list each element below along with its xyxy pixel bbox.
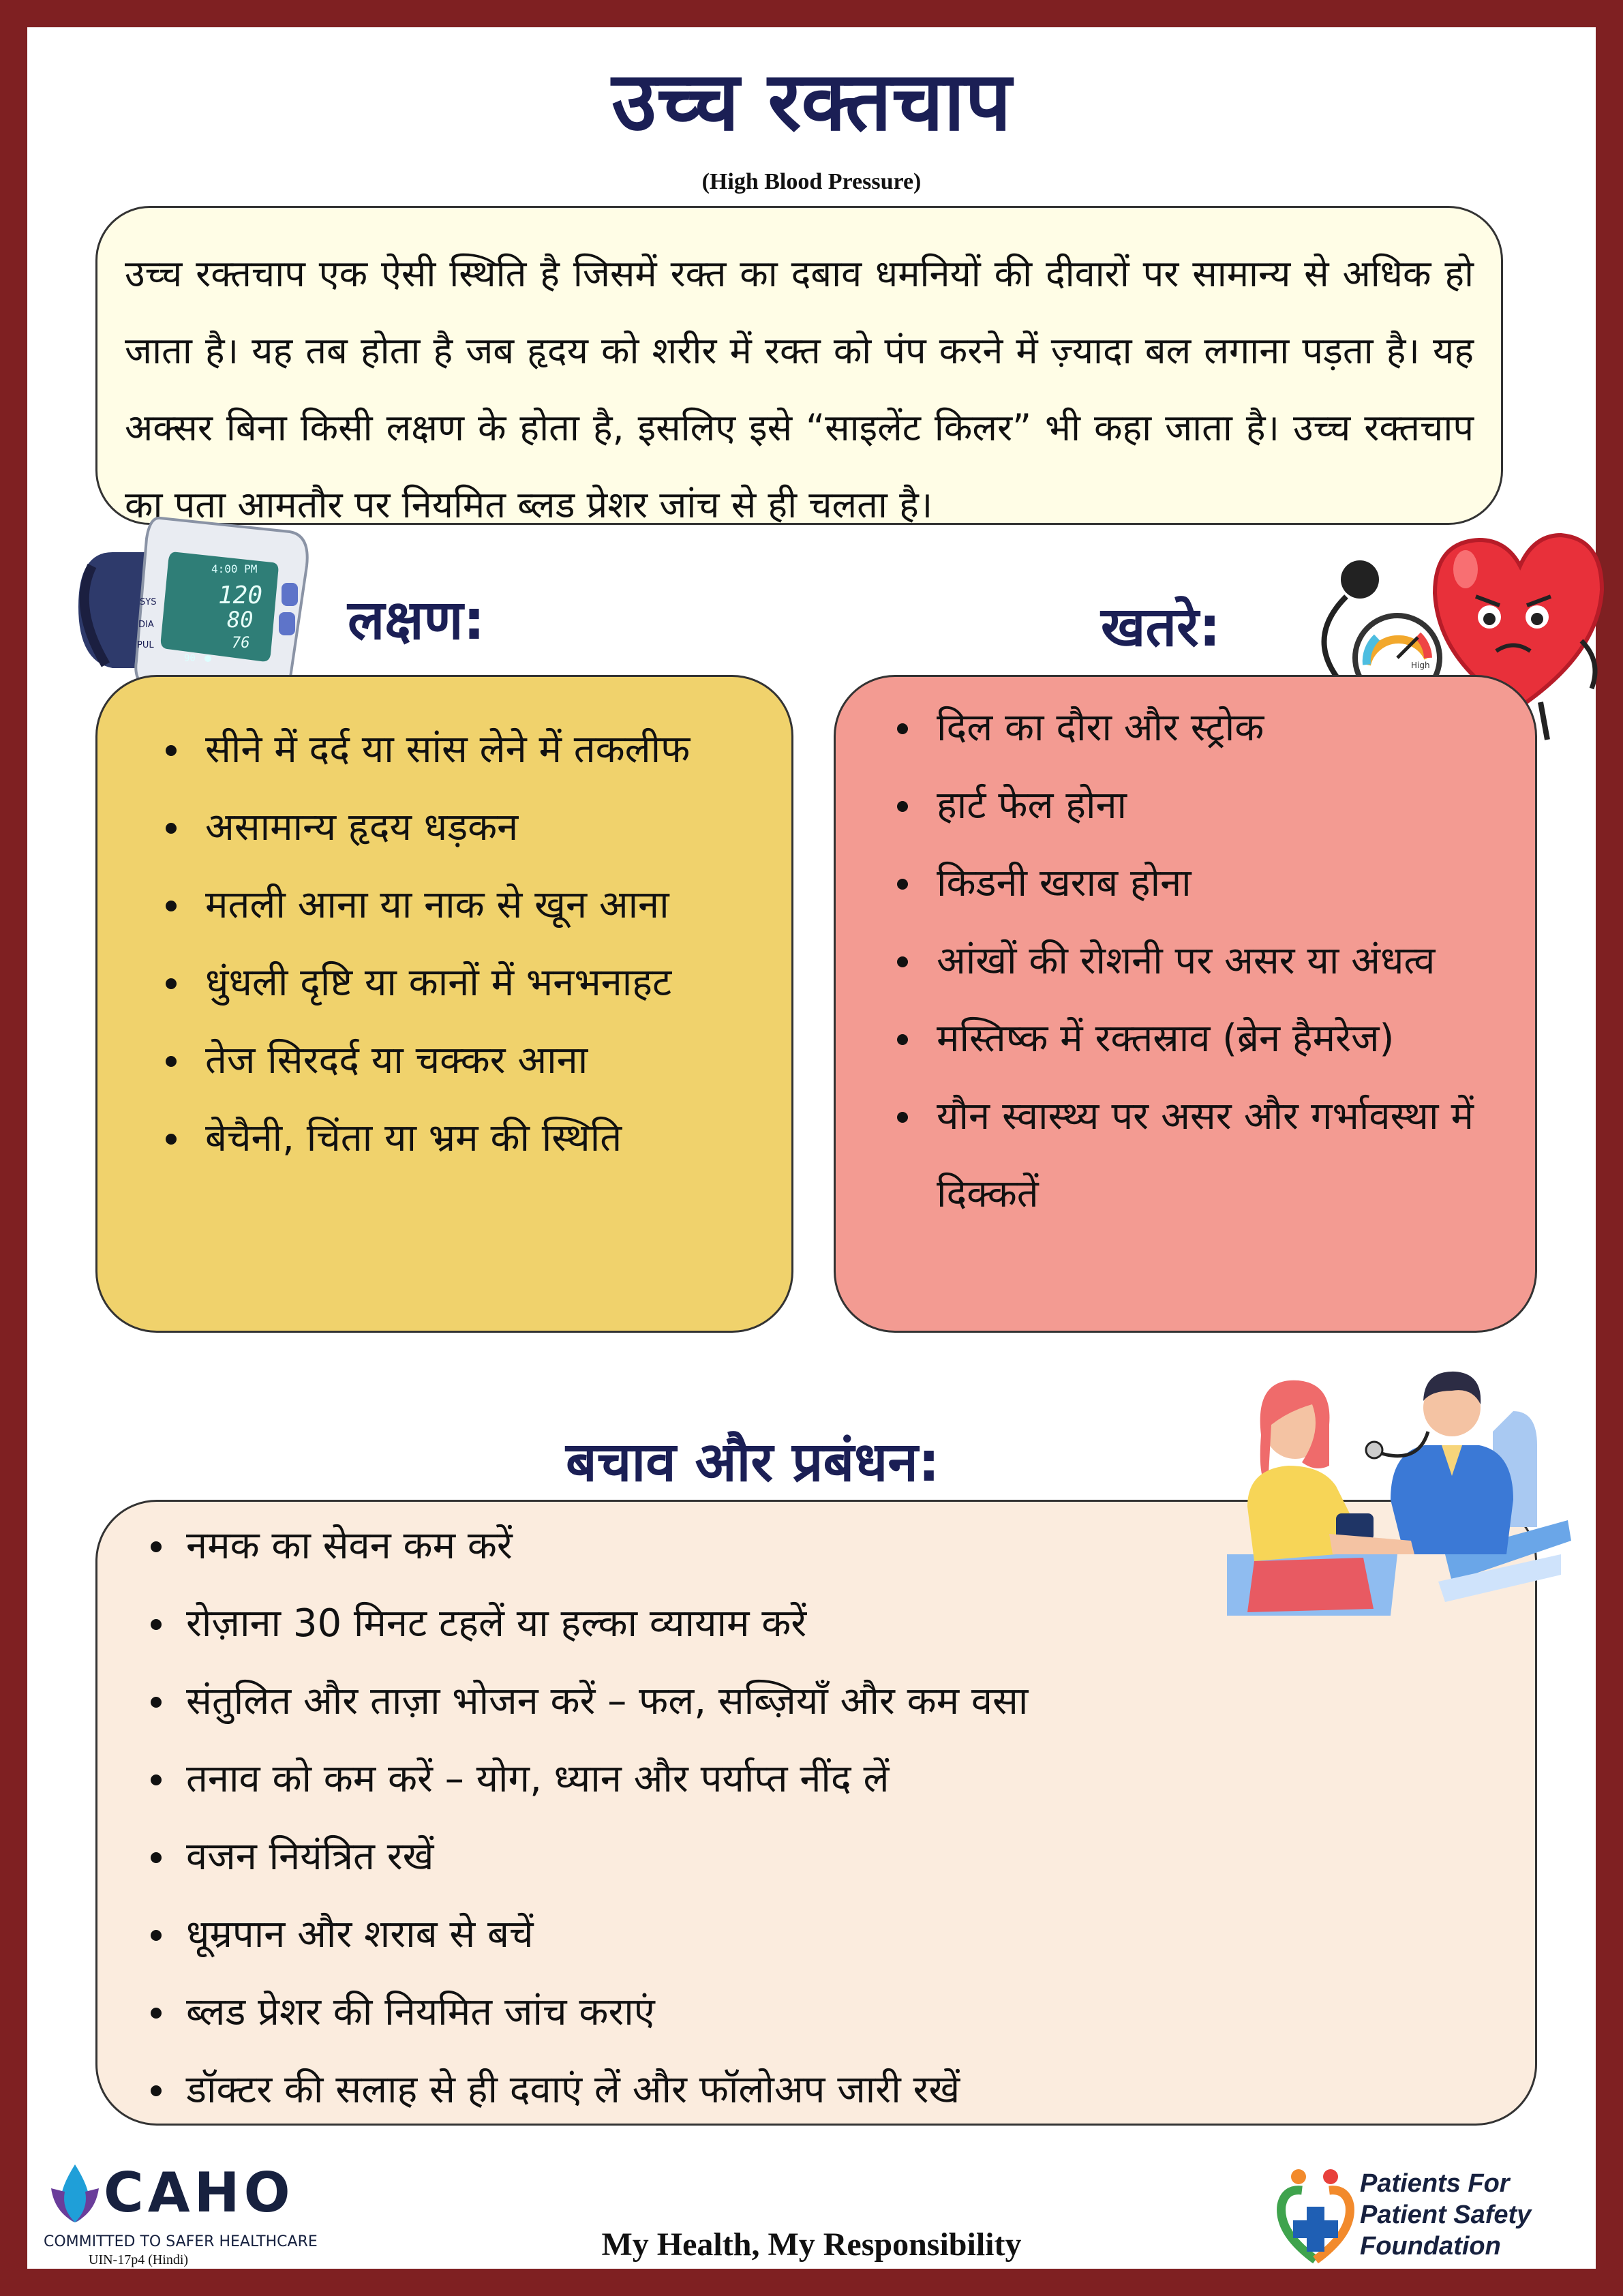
list-item: वजन नियंत्रित रखें [151,1818,1494,1896]
list-item: दिल का दौरा और स्ट्रोक [897,689,1474,767]
psf-logo [1275,2161,1581,2267]
poster-page [27,27,1596,2269]
footer-slogan: My Health, My Responsibility [601,2226,1022,2263]
list-item: तेज सिरदर्द या चक्कर आना [166,1022,737,1100]
list-item: हार्ट फेल होना [897,767,1474,845]
list-item: बेचैनी, चिंता या भ्रम की स्थिति [166,1100,737,1177]
list-item: धुंधली दृष्टि या कानों में भनभनाहट [166,944,737,1022]
monitor-button-up [282,583,298,606]
monitor-dia: 80 [227,607,254,633]
list-item: यौन स्वास्थ्य पर असर और गर्भावस्था में दिक्कतें [897,1078,1474,1233]
list-item: मतली आना या नाक से खून आना [166,866,737,944]
list-item: तनाव को कम करें – योग, ध्यान और पर्याप्त नींद लें [151,1740,1494,1818]
page-subtitle: (High Blood Pressure) [701,169,922,194]
monitor-dia-label: DIA [138,620,154,630]
psf-heart-cross-icon [1275,2164,1356,2267]
list-item: रोज़ाना 30 मिनट टहलें या हल्का व्यायाम करें [151,1585,1494,1663]
doctor-patient-illustration [1220,1350,1575,1622]
list-item: नमक का सेवन कम करें [151,1507,1494,1585]
monitor-memory: 90 [184,653,196,664]
psf-line-2: Patient Safety [1360,2201,1532,2229]
stethoscope-icon [1366,1442,1382,1458]
list-item: किडनी खराब होना [897,845,1474,922]
monitor-time: 4:00 PM [211,562,258,575]
list-item: आंखों की रोशनी पर असर या अंधत्व [897,922,1474,1000]
monitor-sys: 120 [218,581,263,609]
list-item: ब्लड प्रेशर की नियमित जांच कराएं [151,1974,1494,2051]
monitor-pul-label: PUL [137,640,154,650]
list-item: धूम्रपान और शराब से बचें [151,1896,1494,1974]
gauge-high-label: High [1411,661,1430,670]
bulb-icon [1341,560,1379,599]
caho-name: CAHO [104,2161,294,2224]
symptoms-card [95,675,793,1333]
risks-list [897,689,1474,1233]
monitor-button-down [279,612,295,635]
psf-name [1360,2168,1531,2262]
uin-code: UIN-17p4 (Hindi) [89,2252,189,2267]
list-item: संतुलित और ताज़ा भोजन करें – फल, सब्ज़ियाँ और कम वसा [151,1663,1494,1740]
intro-text: उच्च रक्तचाप एक ऐसी स्थिति है जिसमें रक्त का दबाव धमनियों की दीवारों पर सामान्य से अधिक हो जाता है। यह तब होता है जब हृदय को शरीर में रक्त को पंप करने में ज़्यादा बल लगाना पड़ता है। यह अक्सर बिना किसी लक्षण के होता है, इसलिए इसे “साइलेंट किलर” भी कहा जाता है। उच्च रक्तचाप का पता आमतौर पर नियमित ब्लड प्रेशर जांच से ही चलता है। [125,252,1474,526]
caho-tagline: COMMITTED TO SAFER HEALTHCARE [44,2233,318,2250]
list-item: असामान्य हृदय धड़कन [166,789,737,866]
symptoms-list [166,711,737,1177]
psf-line-3: Foundation [1360,2232,1501,2261]
risks-card [834,675,1537,1333]
symptoms-heading: लक्षण: [348,588,485,652]
caho-drop-icon [48,2161,102,2229]
heart-icon [204,655,211,662]
risks-heading: खतरे: [1101,595,1221,659]
monitor-pul: 76 [232,635,250,652]
intro-box [95,206,1503,525]
monitor-sys-label: SYS [140,597,157,607]
psf-line-1: Patients For [1360,2169,1510,2198]
list-item: सीने में दर्द या सांस लेने में तकलीफ [166,711,737,789]
list-item: डॉक्टर की सलाह से ही दवाएं लें और फॉलोअप जारी रखें [151,2051,1494,2129]
list-item: मस्तिष्क में रक्तस्राव (ब्रेन हैमरेज) [897,1000,1474,1078]
prevention-heading: बचाव और प्रबंधन: [566,1430,940,1494]
page-title: उच्च रक्तचाप [611,55,1012,149]
